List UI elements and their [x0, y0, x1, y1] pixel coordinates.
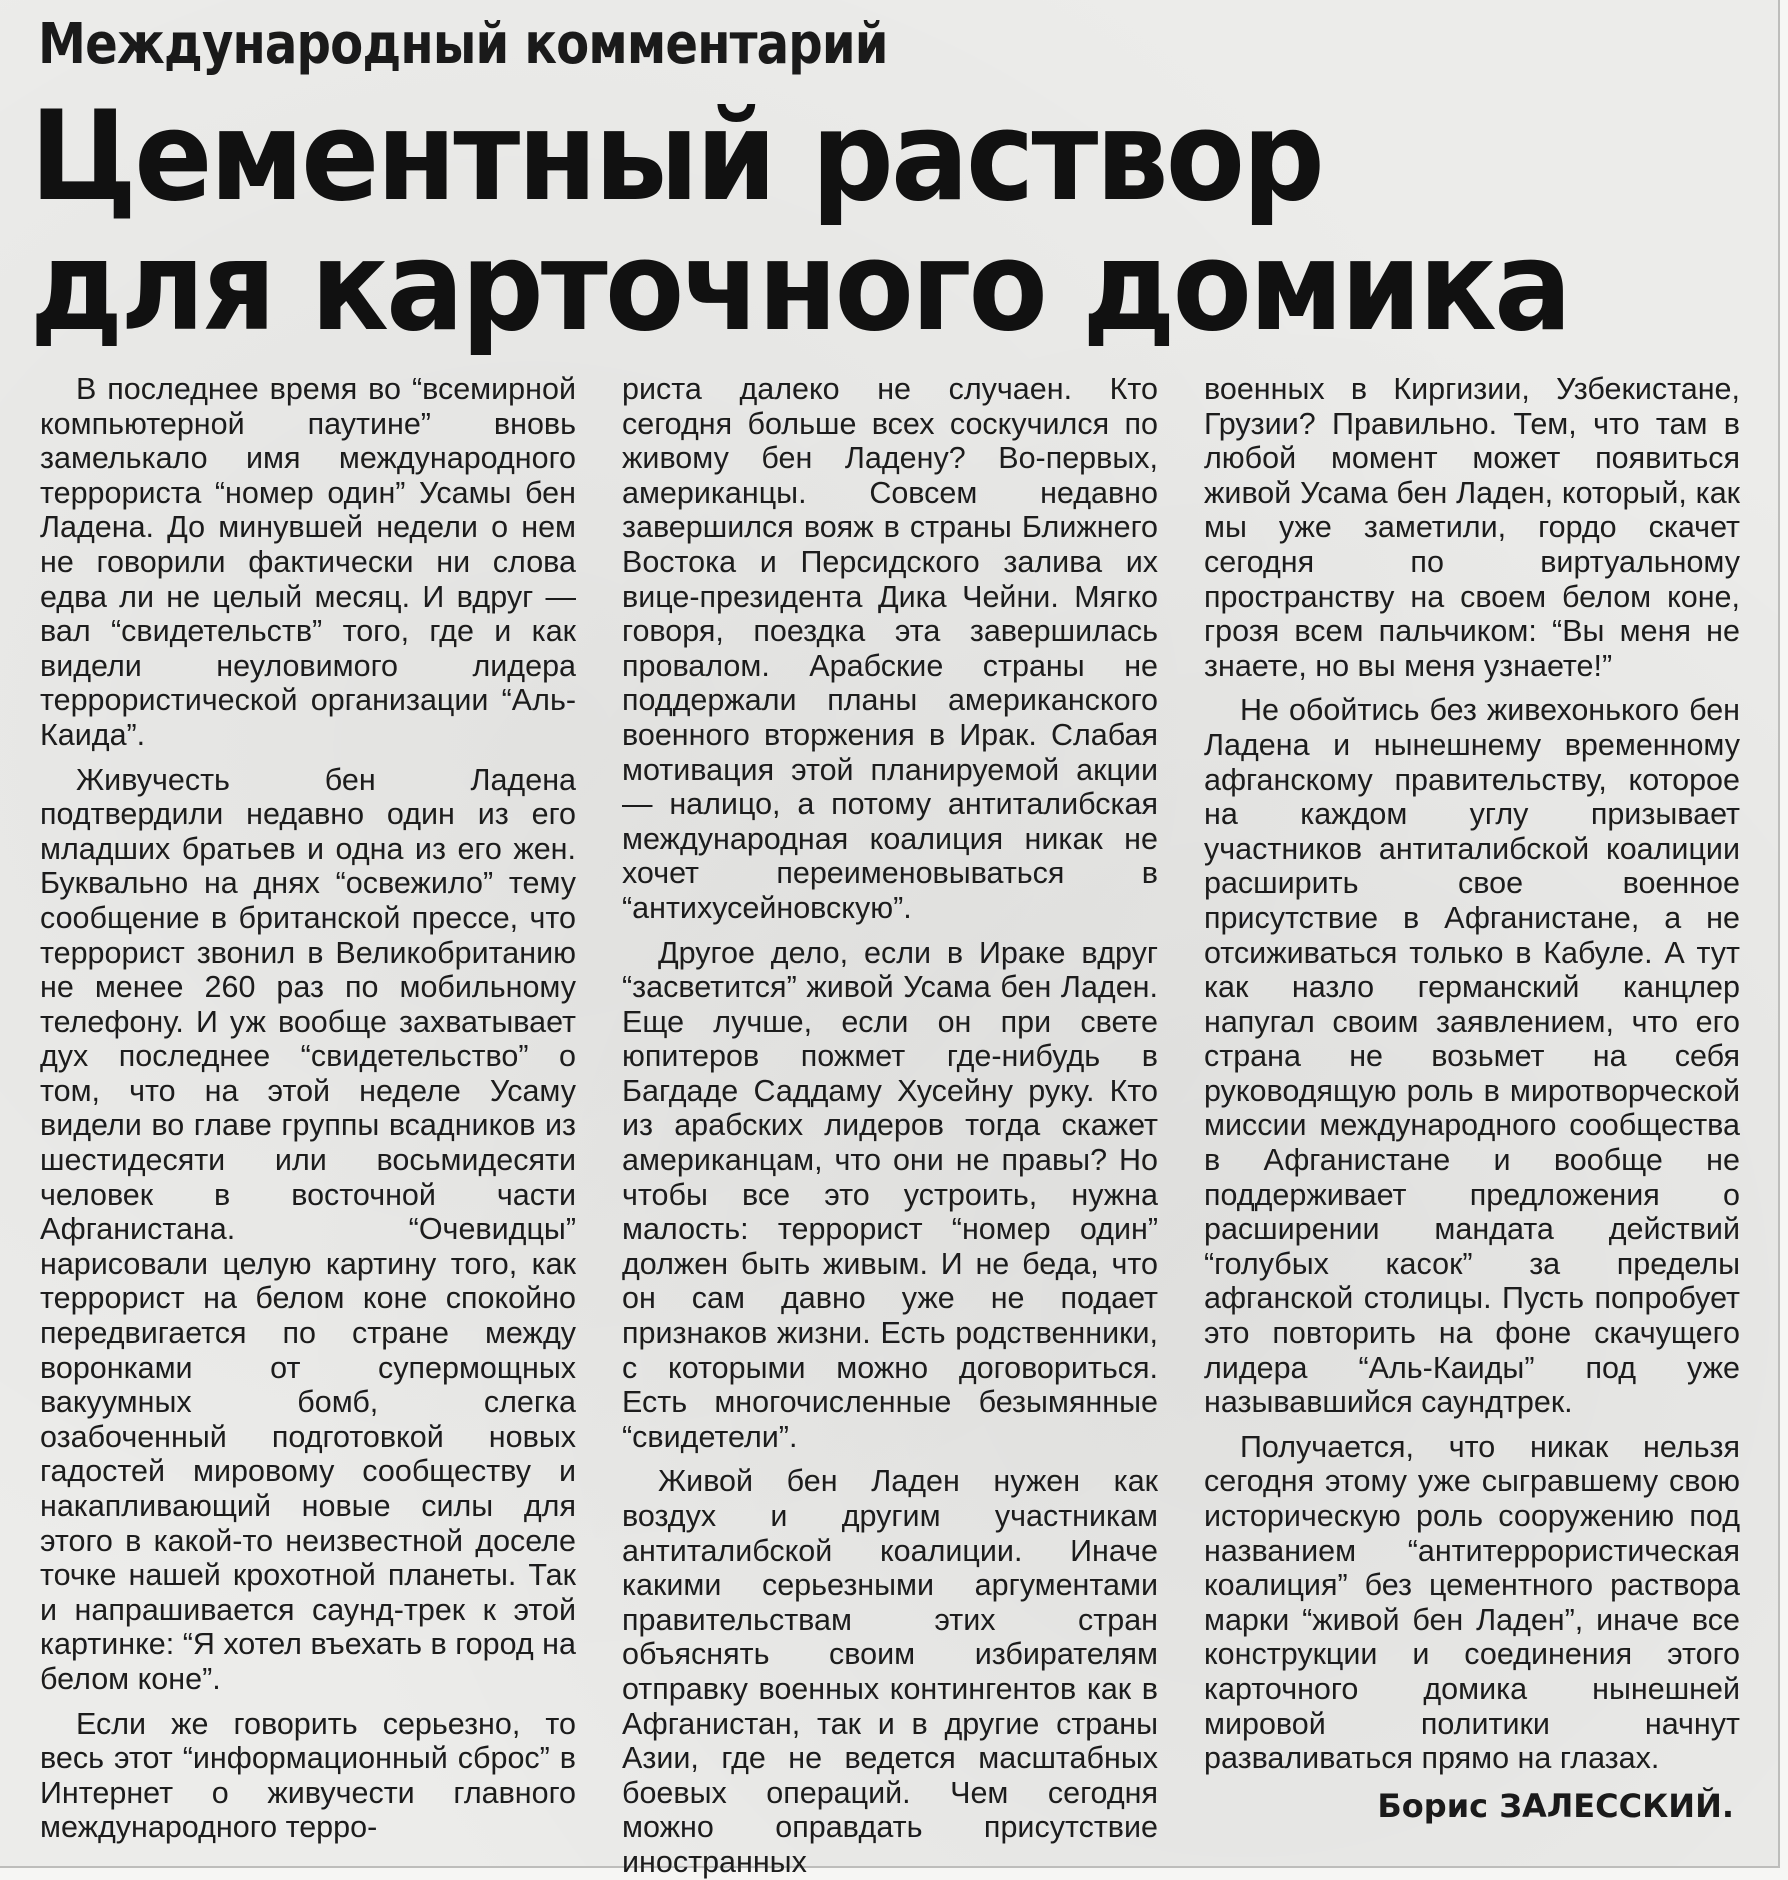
- rubric-heading: Международный комментарий: [38, 12, 888, 77]
- paragraph: Получается, что никак нельзя сегодня этому уже сыгравшему свою историческую роль сооружению под названием “антитеррористическая коалиция” без цементного раствора марки “живой бен Ладен”, иначе все конструкции и соединения этого карточного домика нынешней мировой политики начнут разваливаться прямо на глазах.: [1204, 1429, 1740, 1776]
- paragraph: Другое дело, если в Ираке вдруг “засветится” живой Усама бен Ладен. Еще лучше, если он при свете юпитеров пожмет где-нибудь в Багдаде Саддаму Хусейну руку. Кто из арабских лидеров тогда скажет американцам, что они не правы? Но чтобы все это устроить, нужна малость: террорист “номер один” должен быть живым. И не беда, что он сам давно уже не подает признаков жизни. Есть родственники, с которыми можно договориться. Есть многочисленные безымянные “свидетели”.: [622, 935, 1158, 1454]
- column-3: [1204, 372, 1740, 1792]
- paragraph: Не обойтись без живехонького бен Ладена и нынешнему временному афганскому правительству, которое на каждом углу призывает участников антиталибской коалиции расширить свое военное присутствие в Афганистане, а не отсиживаться только в Кабуле. А тут как назло германский канцлер напугал своим заявлением, что его страна не возьмет на себя руководящую роль в миротворческой миссии международного сообщества в Афганистане и вообще не поддерживает предложения о расширении мандата действий “голубых касок” за пределы афганской столицы. Пусть попробует это повторить на фоне скачущего лидера “Аль-Каиды” под уже называвшийся саундтрек.: [1204, 693, 1740, 1420]
- article-headline: [30, 85, 1570, 359]
- paragraph: Если же говорить серьезно, то весь этот “информационный сброс” в Интернет о живучести главного международного терро-: [40, 1706, 576, 1845]
- headline-line-2: для карточного домика: [30, 215, 1570, 359]
- paragraph: Живой бен Ладен нужен как воздух и другим участникам антиталибской коалиции. Иначе какими серьезными аргументами правительствам этих стран объяснять своим избирателям отправку военных контингентов как в Афганистан, так и в другие страны Азии, где не ведется масштабных боевых операций. Чем сегодня можно оправдать присутствие иностранных: [622, 1464, 1158, 1879]
- paragraph: Живучесть бен Ладена подтвердили недавно один из его младших братьев и одна из его жен. Буквально на днях “освежило” тему сообщение в британской прессе, что террорист звонил в Великобританию не менее 260 раз по мобильному телефону. И уж вообще захватывает дух последнее “свидетельство” о том, что на этой неделе Усаму видели во главе группы всадников из шестидесяти или восьмидесяти человек в восточной части Афганистана. “Очевидцы” нарисовали целую картину того, как террорист на белом коне спокойно передвигается по стране между воронками от супермощных вакуумных бомб, слегка озабоченный подготовкой новых гадостей мировому сообществу и накапливающий новые силы для этого в какой-то неизвестной доселе точке нашей крохотной планеты. Так и напрашивается саунд-трек к этой картинке: “Я хотел въехать в город на белом коне”.: [40, 762, 576, 1696]
- column-2: [622, 372, 1158, 1879]
- paragraph: военных в Киргизии, Узбекистане, Грузии? Правильно. Тем, что там в любой момент может появиться живой Усама бен Ладен, который, как мы уже заметили, гордо скачет сегодня по виртуальному пространству на своем белом коне, грозя всем пальчиком: “Вы меня не знаете, но вы меня узнаете!”: [1204, 372, 1740, 683]
- paragraph: риста далеко не случаен. Кто сегодня больше всех соскучился по живому бен Ладену? Во-первых, американцы. Совсем недавно завершился вояж в страны Ближнего Востока и Персидского залива их вице-президента Дика Чейни. Мягко говоря, поездка эта завершилась провалом. Арабские страны не поддержали планы американского военного вторжения в Ирак. Слабая мотивация этой планируемой акции — налицо, а потому антиталибская международная коалиция никак не хочет переименовываться в “антихусейновскую”.: [622, 372, 1158, 925]
- author-byline: Борис ЗАЛЕССКИЙ.: [1377, 1787, 1734, 1825]
- column-1: [40, 372, 576, 1845]
- paragraph: В последнее время во “всемирной компьютерной паутине” вновь замелькало имя международного террориста “номер один” Усамы бен Ладена. До минувшей недели о нем не говорили фактически ни слова едва ли не целый месяц. И вдруг — вал “свидетельств” того, где и как видели неуловимого лидера террористической организации “Аль-Каида”.: [40, 372, 576, 752]
- headline-line-1: Цементный раствор: [30, 85, 1322, 229]
